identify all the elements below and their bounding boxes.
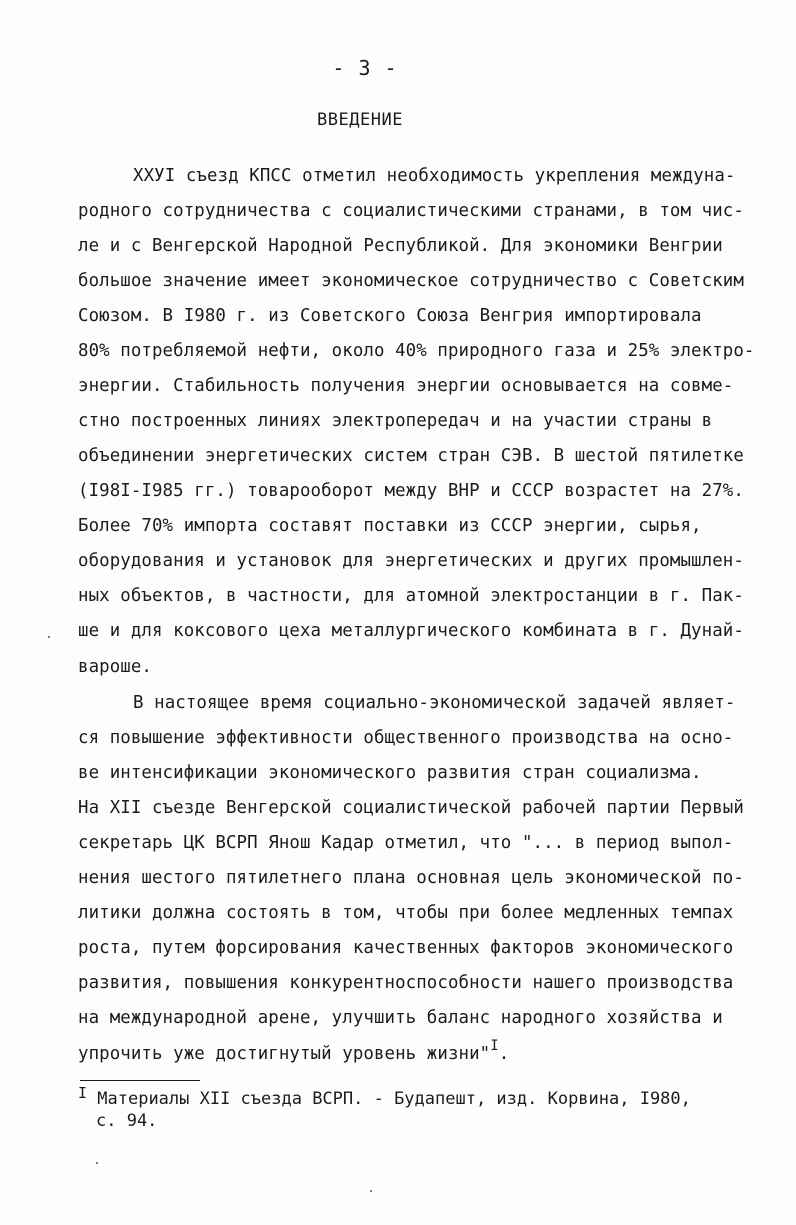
footnote-text: Материалы ХII съезда ВСРП. - Будапешт, изд. Корвина, I980, (87, 1089, 691, 1109)
body-line: роста, путем форсирования качественных факторов экономического (78, 938, 734, 958)
body-line: стно построенных линиях электропередач и на участии страны в (78, 411, 713, 431)
body-line: большое значение имеет экономическое сотрудничество с Советским (78, 271, 744, 291)
footnote-mark: I (78, 1084, 88, 1102)
section-heading: ВВЕДЕНИЕ (317, 110, 403, 130)
body-line: на международной арене, улучшить баланс народного хозяйства и (78, 1008, 723, 1028)
body-line: Более 70% импорта составят поставки из СССР энергии, сырья, (78, 516, 702, 536)
body-line: энергии. Стабильность получения энергии основывается на совме- (78, 376, 734, 396)
scan-speck (48, 636, 50, 638)
footnote-divider (80, 1080, 200, 1081)
body-line: оборудования и установок для энергетических и других промышлен- (78, 551, 744, 571)
body-line: (I98I-I985 гг.) товарооборот между ВНР и СССР возрастет на 27%. (78, 481, 744, 501)
body-line-last (78, 1038, 510, 1067)
body-line: развития, повышения конкурентноспособности нашего производства (78, 973, 734, 993)
footnote-continuation: с. 94. (96, 1111, 158, 1131)
body-line: ных объектов, в частности, для атомной электростанции в г. Пак- (78, 586, 744, 606)
body-line: На ХII съезде Венгерской социалистической рабочей партии Первый (78, 798, 744, 818)
footnote-reference: I (490, 1038, 499, 1054)
page-number: - 3 - (332, 56, 398, 80)
body-line: секретарь ЦК ВСРП Янош Кадар отметил, что "... в период выпол- (78, 833, 734, 853)
body-line: ся повышение эффективности общественного производства на осно- (78, 728, 734, 748)
body-line: Союзом. В I980 г. из Советского Союза Венгрия импортировала (78, 306, 702, 326)
body-line: 80% потребляемой нефти, около 40% природного газа и 25% электро- (78, 341, 755, 361)
body-line: ше и для коксового цеха металлургического комбината в г. Дунай- (78, 621, 744, 641)
body-line: объединении энергетических систем стран СЭВ. В шестой пятилетке (78, 446, 744, 466)
body-line: вароше. (78, 657, 152, 677)
body-line: родного сотрудничества с социалистическими странами, в том чис- (78, 201, 744, 221)
body-line: нения шестого пятилетнего плана основная цель экономической по- (78, 868, 744, 888)
footnote (78, 1084, 691, 1110)
scan-speck (370, 1190, 372, 1192)
scan-speck (96, 1162, 98, 1164)
body-line: ле и с Венгерской Народной Республикой. Для экономики Венгрии (78, 236, 723, 256)
body-line: В настоящее время социально-экономической задачей являет- (133, 693, 736, 713)
body-line-text: упрочить уже достигнутый уровень жизни" (78, 1044, 491, 1064)
body-line: ве интенсификации экономического развития стран социализма. (78, 763, 702, 783)
sentence-end: . (498, 1044, 510, 1064)
body-line: ХХУI съезд КПСС отметил необходимость укрепления междуна- (133, 166, 736, 186)
body-line: литики должна состоять в том, чтобы при более медленных темпах (78, 903, 734, 923)
